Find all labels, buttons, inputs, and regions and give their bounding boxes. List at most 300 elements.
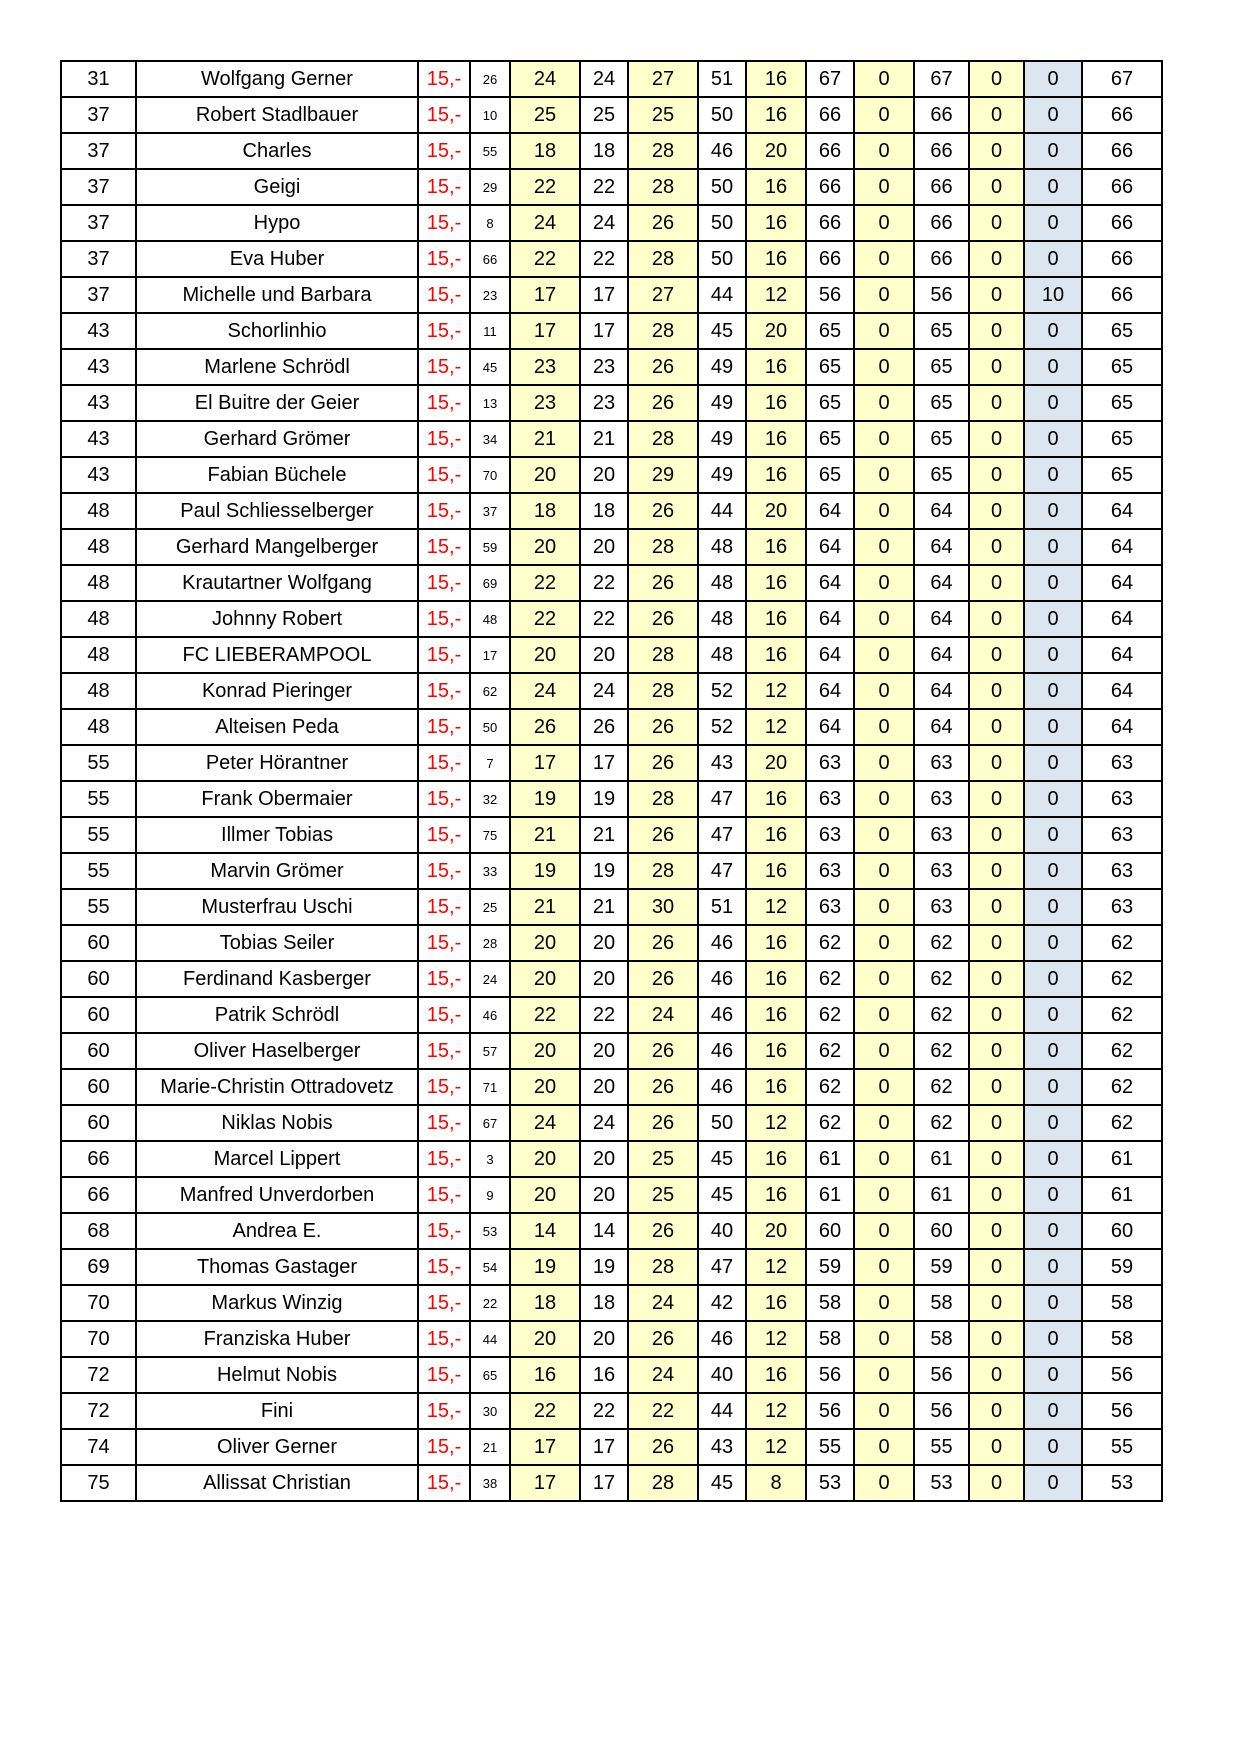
cell-pts-c: 30 [628, 889, 698, 925]
cell-correction: 0 [1024, 1069, 1082, 1105]
cell-entry-no: 37 [470, 493, 510, 529]
cell-rank: 66 [61, 1177, 136, 1213]
cell-fee: 15,- [418, 601, 470, 637]
cell-bonus: 16 [746, 1141, 806, 1177]
cell-entry-no: 22 [470, 1285, 510, 1321]
cell-sum-bc: 47 [698, 1249, 746, 1285]
cell-rank: 68 [61, 1213, 136, 1249]
cell-name: Michelle und Barbara [136, 277, 418, 313]
cell-pts-c: 26 [628, 601, 698, 637]
cell-correction: 0 [1024, 205, 1082, 241]
cell-pts-a: 21 [510, 817, 580, 853]
table-row [61, 1393, 1162, 1429]
cell-fee: 15,- [418, 1393, 470, 1429]
cell-total-1: 64 [914, 673, 969, 709]
cell-fee: 15,- [418, 1033, 470, 1069]
cell-total: 58 [1082, 1321, 1162, 1357]
cell-total: 53 [1082, 1465, 1162, 1501]
cell-extra-1: 0 [854, 97, 914, 133]
cell-entry-no: 11 [470, 313, 510, 349]
cell-correction: 0 [1024, 61, 1082, 97]
cell-name: Patrik Schrödl [136, 997, 418, 1033]
cell-extra-1: 0 [854, 601, 914, 637]
cell-fee: 15,- [418, 709, 470, 745]
cell-total: 64 [1082, 673, 1162, 709]
cell-pts-c: 28 [628, 133, 698, 169]
cell-fee: 15,- [418, 1069, 470, 1105]
cell-total: 65 [1082, 313, 1162, 349]
cell-entry-no: 24 [470, 961, 510, 997]
cell-fee: 15,- [418, 277, 470, 313]
cell-subtotal: 63 [806, 781, 854, 817]
cell-fee: 15,- [418, 61, 470, 97]
cell-entry-no: 59 [470, 529, 510, 565]
table-row [61, 1249, 1162, 1285]
cell-extra-2: 0 [969, 97, 1024, 133]
cell-correction: 0 [1024, 241, 1082, 277]
cell-total: 65 [1082, 385, 1162, 421]
cell-subtotal: 66 [806, 205, 854, 241]
cell-entry-no: 9 [470, 1177, 510, 1213]
cell-total-1: 64 [914, 601, 969, 637]
cell-extra-1: 0 [854, 709, 914, 745]
cell-correction: 0 [1024, 169, 1082, 205]
cell-total: 65 [1082, 421, 1162, 457]
table-row [61, 61, 1162, 97]
cell-total: 64 [1082, 565, 1162, 601]
cell-sum-bc: 49 [698, 349, 746, 385]
table-row [61, 1033, 1162, 1069]
table-row [61, 925, 1162, 961]
cell-sum-bc: 46 [698, 1069, 746, 1105]
cell-pts-b: 17 [580, 277, 628, 313]
cell-bonus: 16 [746, 1033, 806, 1069]
cell-entry-no: 26 [470, 61, 510, 97]
cell-entry-no: 38 [470, 1465, 510, 1501]
cell-extra-1: 0 [854, 133, 914, 169]
cell-correction: 0 [1024, 1465, 1082, 1501]
cell-rank: 60 [61, 961, 136, 997]
cell-name: FC LIEBERAMPOOL [136, 637, 418, 673]
cell-pts-b: 20 [580, 529, 628, 565]
cell-pts-c: 22 [628, 1393, 698, 1429]
cell-extra-1: 0 [854, 1105, 914, 1141]
cell-bonus: 16 [746, 421, 806, 457]
cell-extra-1: 0 [854, 889, 914, 925]
cell-correction: 0 [1024, 529, 1082, 565]
cell-bonus: 8 [746, 1465, 806, 1501]
cell-sum-bc: 45 [698, 1141, 746, 1177]
cell-total-1: 63 [914, 745, 969, 781]
cell-bonus: 16 [746, 529, 806, 565]
cell-bonus: 16 [746, 97, 806, 133]
cell-fee: 15,- [418, 313, 470, 349]
cell-pts-a: 20 [510, 457, 580, 493]
cell-total-1: 61 [914, 1141, 969, 1177]
cell-total: 63 [1082, 889, 1162, 925]
cell-rank: 55 [61, 889, 136, 925]
cell-sum-bc: 45 [698, 313, 746, 349]
cell-bonus: 12 [746, 673, 806, 709]
cell-pts-b: 17 [580, 1465, 628, 1501]
cell-subtotal: 66 [806, 97, 854, 133]
cell-bonus: 16 [746, 1357, 806, 1393]
cell-entry-no: 44 [470, 1321, 510, 1357]
cell-rank: 48 [61, 601, 136, 637]
cell-extra-2: 0 [969, 745, 1024, 781]
cell-entry-no: 46 [470, 997, 510, 1033]
cell-pts-c: 26 [628, 709, 698, 745]
cell-pts-b: 17 [580, 313, 628, 349]
cell-fee: 15,- [418, 1357, 470, 1393]
cell-extra-2: 0 [969, 1105, 1024, 1141]
cell-total: 63 [1082, 745, 1162, 781]
cell-subtotal: 64 [806, 601, 854, 637]
cell-total-1: 55 [914, 1429, 969, 1465]
cell-extra-2: 0 [969, 1249, 1024, 1285]
cell-extra-2: 0 [969, 1033, 1024, 1069]
cell-rank: 48 [61, 493, 136, 529]
cell-bonus: 16 [746, 1177, 806, 1213]
cell-subtotal: 66 [806, 133, 854, 169]
cell-entry-no: 54 [470, 1249, 510, 1285]
cell-entry-no: 7 [470, 745, 510, 781]
cell-extra-2: 0 [969, 493, 1024, 529]
cell-pts-c: 26 [628, 961, 698, 997]
cell-bonus: 12 [746, 277, 806, 313]
cell-subtotal: 64 [806, 709, 854, 745]
cell-pts-a: 24 [510, 673, 580, 709]
cell-extra-1: 0 [854, 1393, 914, 1429]
cell-name: Ferdinand Kasberger [136, 961, 418, 997]
cell-total: 65 [1082, 457, 1162, 493]
cell-total-1: 65 [914, 385, 969, 421]
cell-total-1: 64 [914, 709, 969, 745]
cell-pts-b: 17 [580, 1429, 628, 1465]
cell-pts-b: 21 [580, 889, 628, 925]
cell-extra-2: 0 [969, 925, 1024, 961]
cell-correction: 0 [1024, 745, 1082, 781]
cell-pts-c: 26 [628, 349, 698, 385]
cell-pts-b: 23 [580, 385, 628, 421]
table-row [61, 457, 1162, 493]
cell-extra-1: 0 [854, 997, 914, 1033]
cell-pts-b: 22 [580, 241, 628, 277]
cell-pts-b: 21 [580, 817, 628, 853]
cell-pts-b: 20 [580, 637, 628, 673]
ranking-table-body [61, 61, 1162, 1501]
cell-sum-bc: 46 [698, 997, 746, 1033]
cell-rank: 43 [61, 313, 136, 349]
table-row [61, 1105, 1162, 1141]
cell-name: Hypo [136, 205, 418, 241]
cell-total: 61 [1082, 1177, 1162, 1213]
cell-extra-2: 0 [969, 1357, 1024, 1393]
cell-sum-bc: 46 [698, 133, 746, 169]
cell-extra-2: 0 [969, 529, 1024, 565]
cell-bonus: 16 [746, 853, 806, 889]
cell-correction: 0 [1024, 889, 1082, 925]
cell-fee: 15,- [418, 997, 470, 1033]
cell-extra-2: 0 [969, 1069, 1024, 1105]
cell-pts-b: 20 [580, 925, 628, 961]
cell-total-1: 65 [914, 349, 969, 385]
cell-total-1: 58 [914, 1321, 969, 1357]
cell-extra-2: 0 [969, 1177, 1024, 1213]
cell-rank: 60 [61, 997, 136, 1033]
table-row [61, 1069, 1162, 1105]
cell-extra-2: 0 [969, 997, 1024, 1033]
cell-pts-a: 24 [510, 61, 580, 97]
cell-subtotal: 65 [806, 313, 854, 349]
cell-pts-c: 24 [628, 997, 698, 1033]
cell-total-1: 53 [914, 1465, 969, 1501]
cell-subtotal: 61 [806, 1177, 854, 1213]
cell-extra-1: 0 [854, 313, 914, 349]
table-row [61, 817, 1162, 853]
cell-entry-no: 3 [470, 1141, 510, 1177]
cell-sum-bc: 48 [698, 637, 746, 673]
cell-correction: 0 [1024, 493, 1082, 529]
cell-extra-2: 0 [969, 637, 1024, 673]
cell-bonus: 12 [746, 889, 806, 925]
cell-extra-1: 0 [854, 205, 914, 241]
cell-correction: 0 [1024, 1249, 1082, 1285]
cell-rank: 75 [61, 1465, 136, 1501]
cell-pts-c: 28 [628, 529, 698, 565]
cell-correction: 0 [1024, 1321, 1082, 1357]
cell-name: Paul Schliesselberger [136, 493, 418, 529]
cell-pts-b: 22 [580, 565, 628, 601]
cell-pts-b: 18 [580, 1285, 628, 1321]
cell-bonus: 16 [746, 925, 806, 961]
cell-pts-b: 20 [580, 961, 628, 997]
cell-rank: 60 [61, 1069, 136, 1105]
cell-entry-no: 45 [470, 349, 510, 385]
cell-total-1: 62 [914, 997, 969, 1033]
cell-entry-no: 62 [470, 673, 510, 709]
cell-subtotal: 67 [806, 61, 854, 97]
cell-pts-c: 26 [628, 565, 698, 601]
cell-sum-bc: 44 [698, 277, 746, 313]
cell-pts-b: 18 [580, 133, 628, 169]
cell-name: Eva Huber [136, 241, 418, 277]
cell-sum-bc: 44 [698, 493, 746, 529]
cell-correction: 0 [1024, 1393, 1082, 1429]
table-row [61, 961, 1162, 997]
cell-name: Frank Obermaier [136, 781, 418, 817]
cell-name: Manfred Unverdorben [136, 1177, 418, 1213]
cell-extra-2: 0 [969, 565, 1024, 601]
cell-pts-b: 22 [580, 1393, 628, 1429]
cell-subtotal: 65 [806, 457, 854, 493]
cell-name: Markus Winzig [136, 1285, 418, 1321]
cell-total: 61 [1082, 1141, 1162, 1177]
cell-bonus: 16 [746, 817, 806, 853]
cell-pts-c: 26 [628, 745, 698, 781]
cell-extra-1: 0 [854, 745, 914, 781]
cell-subtotal: 64 [806, 673, 854, 709]
cell-pts-c: 26 [628, 817, 698, 853]
cell-total-1: 65 [914, 313, 969, 349]
cell-sum-bc: 44 [698, 1393, 746, 1429]
cell-extra-1: 0 [854, 1321, 914, 1357]
cell-total-1: 66 [914, 133, 969, 169]
cell-correction: 0 [1024, 925, 1082, 961]
table-row [61, 385, 1162, 421]
cell-pts-a: 19 [510, 781, 580, 817]
cell-total-1: 66 [914, 97, 969, 133]
cell-fee: 15,- [418, 745, 470, 781]
table-row [61, 277, 1162, 313]
cell-rank: 72 [61, 1393, 136, 1429]
cell-extra-1: 0 [854, 781, 914, 817]
cell-name: Schorlinhio [136, 313, 418, 349]
cell-bonus: 16 [746, 601, 806, 637]
cell-total: 62 [1082, 1105, 1162, 1141]
cell-fee: 15,- [418, 1465, 470, 1501]
cell-total: 62 [1082, 961, 1162, 997]
cell-rank: 43 [61, 457, 136, 493]
cell-fee: 15,- [418, 637, 470, 673]
cell-extra-2: 0 [969, 1393, 1024, 1429]
cell-extra-1: 0 [854, 529, 914, 565]
cell-fee: 15,- [418, 1141, 470, 1177]
cell-pts-a: 24 [510, 205, 580, 241]
cell-name: Niklas Nobis [136, 1105, 418, 1141]
table-row [61, 1141, 1162, 1177]
cell-name: Charles [136, 133, 418, 169]
cell-pts-a: 24 [510, 1105, 580, 1141]
cell-total: 60 [1082, 1213, 1162, 1249]
cell-fee: 15,- [418, 1177, 470, 1213]
cell-total-1: 63 [914, 889, 969, 925]
cell-pts-a: 20 [510, 1177, 580, 1213]
cell-sum-bc: 52 [698, 673, 746, 709]
cell-rank: 48 [61, 637, 136, 673]
cell-total-1: 63 [914, 817, 969, 853]
table-row [61, 241, 1162, 277]
cell-pts-b: 22 [580, 601, 628, 637]
cell-correction: 0 [1024, 1357, 1082, 1393]
cell-subtotal: 53 [806, 1465, 854, 1501]
cell-name: Helmut Nobis [136, 1357, 418, 1393]
cell-sum-bc: 49 [698, 385, 746, 421]
cell-fee: 15,- [418, 1429, 470, 1465]
cell-subtotal: 64 [806, 565, 854, 601]
cell-sum-bc: 46 [698, 1033, 746, 1069]
cell-extra-2: 0 [969, 277, 1024, 313]
cell-entry-no: 57 [470, 1033, 510, 1069]
cell-total: 65 [1082, 349, 1162, 385]
cell-total-1: 64 [914, 493, 969, 529]
cell-pts-a: 20 [510, 529, 580, 565]
cell-total: 62 [1082, 925, 1162, 961]
cell-extra-1: 0 [854, 277, 914, 313]
cell-pts-c: 28 [628, 313, 698, 349]
cell-total: 56 [1082, 1357, 1162, 1393]
cell-fee: 15,- [418, 1285, 470, 1321]
cell-rank: 31 [61, 61, 136, 97]
cell-rank: 55 [61, 781, 136, 817]
table-row [61, 313, 1162, 349]
cell-correction: 0 [1024, 781, 1082, 817]
cell-subtotal: 64 [806, 637, 854, 673]
cell-pts-b: 22 [580, 169, 628, 205]
cell-pts-a: 20 [510, 637, 580, 673]
table-row [61, 1285, 1162, 1321]
cell-entry-no: 23 [470, 277, 510, 313]
cell-bonus: 16 [746, 637, 806, 673]
cell-entry-no: 17 [470, 637, 510, 673]
cell-name: Marvin Grömer [136, 853, 418, 889]
table-row [61, 637, 1162, 673]
cell-extra-1: 0 [854, 349, 914, 385]
table-row [61, 1213, 1162, 1249]
cell-subtotal: 63 [806, 817, 854, 853]
cell-bonus: 16 [746, 1285, 806, 1321]
cell-total-1: 62 [914, 961, 969, 997]
cell-total: 59 [1082, 1249, 1162, 1285]
cell-pts-b: 21 [580, 421, 628, 457]
cell-extra-2: 0 [969, 1141, 1024, 1177]
cell-total: 58 [1082, 1285, 1162, 1321]
cell-pts-c: 28 [628, 169, 698, 205]
cell-pts-a: 20 [510, 1069, 580, 1105]
cell-subtotal: 65 [806, 349, 854, 385]
cell-pts-b: 26 [580, 709, 628, 745]
cell-pts-c: 28 [628, 673, 698, 709]
cell-pts-b: 20 [580, 457, 628, 493]
cell-pts-c: 28 [628, 781, 698, 817]
cell-extra-1: 0 [854, 421, 914, 457]
cell-correction: 0 [1024, 1285, 1082, 1321]
cell-correction: 0 [1024, 1429, 1082, 1465]
cell-fee: 15,- [418, 781, 470, 817]
cell-entry-no: 66 [470, 241, 510, 277]
cell-rank: 55 [61, 853, 136, 889]
cell-rank: 66 [61, 1141, 136, 1177]
cell-subtotal: 65 [806, 385, 854, 421]
table-row [61, 745, 1162, 781]
cell-sum-bc: 49 [698, 457, 746, 493]
cell-sum-bc: 42 [698, 1285, 746, 1321]
cell-fee: 15,- [418, 673, 470, 709]
cell-extra-2: 0 [969, 169, 1024, 205]
cell-pts-b: 19 [580, 1249, 628, 1285]
cell-fee: 15,- [418, 205, 470, 241]
cell-subtotal: 56 [806, 1357, 854, 1393]
table-row [61, 133, 1162, 169]
cell-total: 64 [1082, 529, 1162, 565]
cell-correction: 0 [1024, 385, 1082, 421]
cell-pts-b: 24 [580, 61, 628, 97]
table-row [61, 493, 1162, 529]
cell-entry-no: 34 [470, 421, 510, 457]
cell-name: Alteisen Peda [136, 709, 418, 745]
cell-entry-no: 71 [470, 1069, 510, 1105]
cell-total-1: 63 [914, 853, 969, 889]
cell-sum-bc: 45 [698, 1465, 746, 1501]
cell-pts-a: 22 [510, 565, 580, 601]
cell-correction: 0 [1024, 1141, 1082, 1177]
cell-pts-c: 28 [628, 421, 698, 457]
cell-rank: 37 [61, 169, 136, 205]
cell-bonus: 20 [746, 493, 806, 529]
cell-name: Johnny Robert [136, 601, 418, 637]
cell-bonus: 16 [746, 961, 806, 997]
cell-pts-a: 23 [510, 385, 580, 421]
